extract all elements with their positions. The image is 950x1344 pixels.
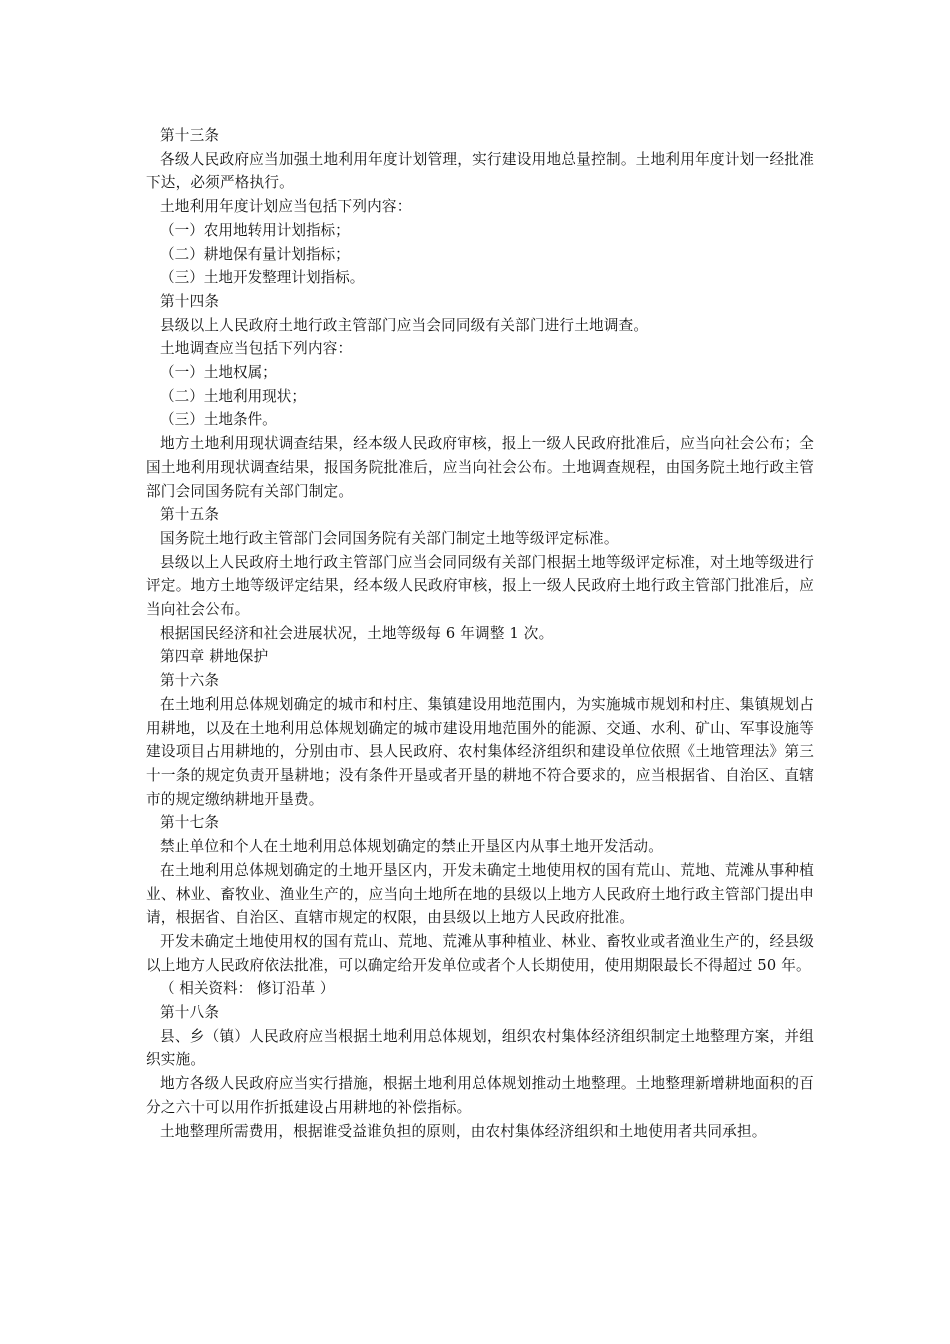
paragraph: 土地调查应当包括下列内容： xyxy=(160,340,353,358)
document-body xyxy=(146,124,814,1143)
article-heading: 第十七条 xyxy=(160,814,220,832)
paragraph: 根据国民经济和社会进展状况，土地等级每 6 年调整 1 次。 xyxy=(160,624,554,642)
paragraph: 地方各级人民政府应当实行措施，根据土地利用总体规划推动土地整理。土地整理新增耕地面积的百分之六十可以用作折抵建设占用耕地的补偿指标。 xyxy=(146,1075,814,1116)
list-item: （一）农用地转用计划指标； xyxy=(160,221,350,239)
article-heading: 第十六条 xyxy=(160,672,220,690)
list-item: （三）土地开发整理计划指标。 xyxy=(160,269,365,287)
list-item: （二）耕地保有量计划指标； xyxy=(160,245,350,263)
paragraph: 在土地利用总体规划确定的土地开垦区内，开发未确定土地使用权的国有荒山、荒地、荒滩从事种植业、林业、畜牧业、渔业生产的，应当向土地所在地的县级以上地方人民政府土地行政主管部门提出申请，根据省、自治区、直辖市规定的权限，由县级以上地方人民政府批准。 xyxy=(146,861,814,927)
paragraph: 县、乡（镇）人民政府应当根据土地利用总体规划，组织农村集体经济组织制定土地整理方案，并组织实施。 xyxy=(146,1027,814,1069)
article-heading: 第十三条 xyxy=(160,127,220,144)
paragraph: 县级以上人民政府土地行政主管部门应当会同同级有关部门进行土地调查。 xyxy=(160,316,649,334)
paragraph: 县级以上人民政府土地行政主管部门应当会同同级有关部门根据土地等级评定标准，对土地等级进行评定。地方土地等级评定结果，经本级人民政府审核，报上一级人民政府土地行政主管部门批准后，应当向社会公布。 xyxy=(146,553,814,619)
article-heading: 第十四条 xyxy=(160,292,220,310)
paragraph: 各级人民政府应当加强土地利用年度计划管理，实行建设用地总量控制。土地利用年度计划一经批准下达，必须严格执行。 xyxy=(146,150,814,192)
list-item: （一）土地权属； xyxy=(160,364,277,382)
paragraph: 禁止单位和个人在土地利用总体规划确定的禁止开垦区内从事土地开发活动。 xyxy=(160,838,663,856)
paragraph: 地方土地利用现状调查结果，经本级人民政府审核，报上一级人民政府批准后，应当向社会公布；全国土地利用现状调查结果，报国务院批准后，应当向社会公布。土地调查规程，由国务院土地行政主管部门会同国务院有关部门制定。 xyxy=(146,435,814,500)
list-item: （三）土地条件。 xyxy=(160,411,277,429)
paragraph: 土地利用年度计划应当包括下列内容： xyxy=(160,198,412,216)
article-heading: 第十八条 xyxy=(160,1004,220,1022)
related-materials-note: （ 相关资料： 修订沿革 ） xyxy=(160,980,335,998)
paragraph: 开发未确定土地使用权的国有荒山、荒地、荒滩从事种植业、林业、畜牧业或者渔业生产的，经县级以上地方人民政府依法批准，可以确定给开发单位或者个人长期使用，使用期限最长不得超过 50 年。 xyxy=(146,932,814,974)
paragraph: 国务院土地行政主管部门会同国务院有关部门制定土地等级评定标准。 xyxy=(160,529,619,547)
paragraph: 土地整理所需费用，根据谁受益谁负担的原则，由农村集体经济组织和土地使用者共同承担。 xyxy=(160,1122,767,1140)
article-heading: 第十五条 xyxy=(160,506,220,524)
paragraph: 在土地利用总体规划确定的城市和村庄、集镇建设用地范围内，为实施城市规划和村庄、集镇规划占用耕地，以及在土地利用总体规划确定的城市建设用地范围外的能源、交通、水利、矿山、军事设施等建设项目占用耕地的，分别由市、县人民政府、农村集体经济组织和建设单位依照《土地管理法》第三十一条的规定负责开垦耕地；没有条件开垦或者开垦的耕地不符合要求的，应当根据省、自治区、直辖市的规定缴纳耕地开垦费。 xyxy=(146,695,814,808)
chapter-heading: 第四章 耕地保护 xyxy=(160,648,269,666)
list-item: （二）土地利用现状； xyxy=(160,387,306,405)
